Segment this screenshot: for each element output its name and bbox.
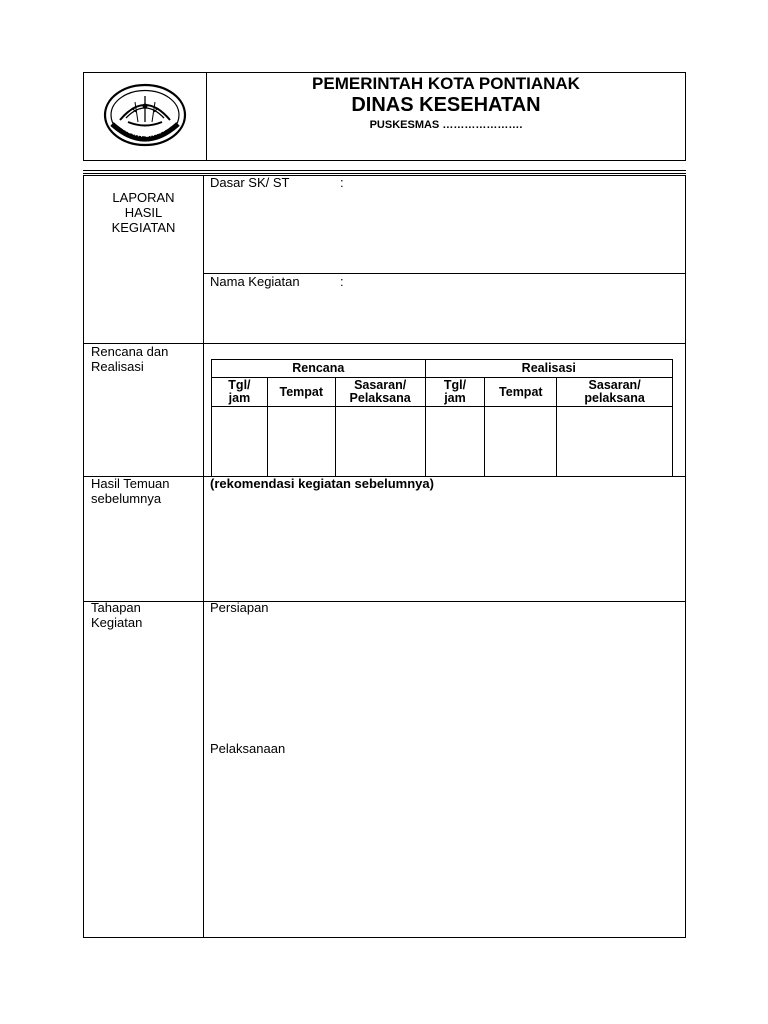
laporan-title-line2: HASIL	[124, 205, 163, 220]
laporan-title-line1: LAPORAN	[112, 190, 175, 205]
col-header-tgl-jam: Tgl/ jam	[212, 378, 268, 407]
empty-cell[interactable]	[485, 407, 557, 477]
tahapan-label	[91, 600, 142, 630]
col-header-sasaran-pelaksana: Sasaran/ Pelaksana	[335, 378, 425, 407]
rencana-label-line1: Rencana dan	[91, 344, 169, 359]
form-box	[83, 175, 686, 938]
persiapan-label: Persiapan	[210, 600, 269, 615]
laporan-title-line3: KEGIATAN	[111, 220, 176, 235]
logo-text: KOTA PONTIANAK	[121, 119, 177, 140]
col-header-tempat: Tempat	[267, 378, 335, 407]
dasar-colon: :	[340, 175, 344, 190]
separator-line-1	[83, 170, 686, 171]
nama-colon: :	[340, 274, 344, 289]
empty-cell[interactable]	[425, 407, 485, 477]
city-logo	[102, 82, 188, 148]
pelaksanaan-label: Pelaksanaan	[210, 741, 286, 756]
tahapan-label-line1: Tahapan	[91, 600, 141, 615]
header-line3: PUSKESMAS ………………….	[369, 119, 523, 131]
header-line2: DINAS KESEHATAN	[351, 94, 541, 116]
rencana-realisasi-table	[211, 359, 673, 477]
empty-cell[interactable]	[212, 407, 268, 477]
hasil-label	[91, 476, 170, 506]
dasar-label: Dasar SK/ ST	[210, 175, 290, 190]
empty-cell[interactable]	[335, 407, 425, 477]
col-header-tgl-jam-realisasi: Tgl/ jam	[425, 378, 485, 407]
row-divider-hasil-b	[672, 476, 686, 477]
hasil-label-line1: Hasil Temuan	[91, 476, 170, 491]
nama-label: Nama Kegiatan	[210, 274, 300, 289]
row-divider-tahapan	[83, 601, 686, 602]
rencana-label	[91, 344, 168, 374]
row-divider-rencana	[83, 343, 686, 344]
col-header-sasaran-realisasi: Sasaran/ pelaksana	[557, 378, 673, 407]
hasil-label-line2: sebelumnya	[91, 491, 162, 506]
tahapan-label-line2: Kegiatan	[91, 615, 143, 630]
laporan-title	[84, 190, 203, 235]
group-realisasi-header: Realisasi	[425, 360, 672, 378]
col-header-tempat-realisasi: Tempat	[485, 378, 557, 407]
empty-cell[interactable]	[557, 407, 673, 477]
separator-line-2	[83, 173, 686, 174]
form-left-column-divider	[203, 175, 204, 938]
rencana-label-line2: Realisasi	[91, 359, 144, 374]
hasil-content: (rekomendasi kegiatan sebelumnya)	[210, 476, 434, 491]
empty-cell[interactable]	[267, 407, 335, 477]
header-line1: PEMERINTAH KOTA PONTIANAK	[312, 74, 580, 93]
group-rencana-header: Rencana	[212, 360, 426, 378]
